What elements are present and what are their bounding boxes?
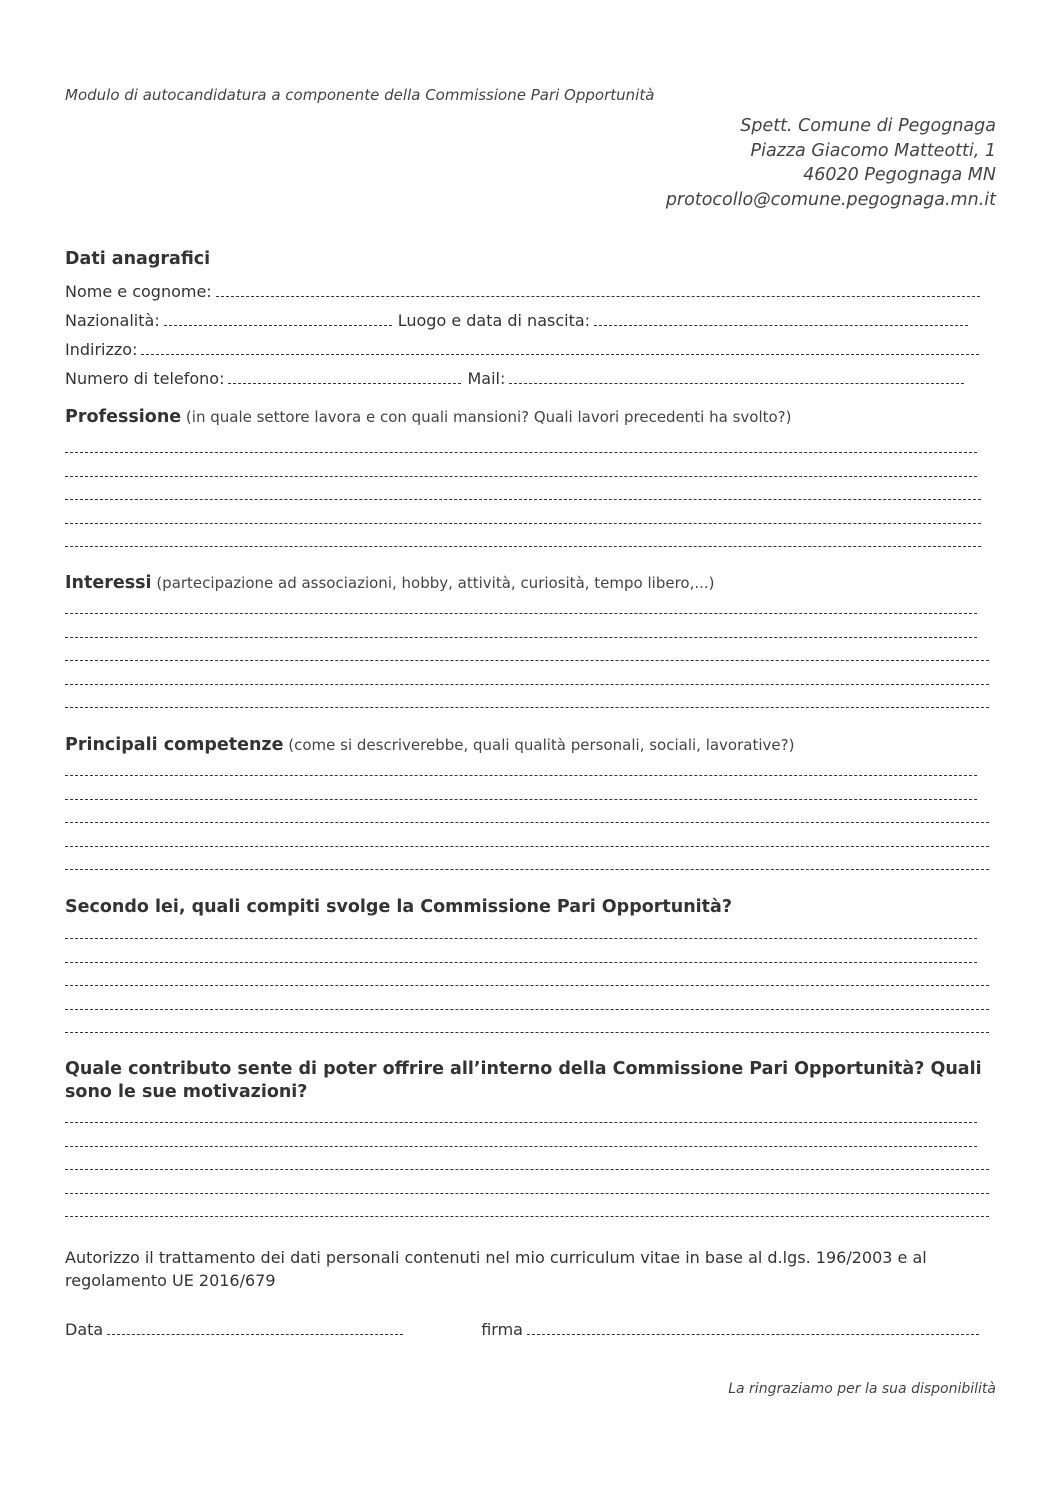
answer-line[interactable]	[65, 775, 977, 776]
answer-line[interactable]	[65, 1169, 989, 1170]
signature-row	[65, 1320, 985, 1339]
interests-heading	[65, 573, 715, 593]
answer-line[interactable]	[65, 869, 989, 870]
section-title: Secondo lei, quali compiti svolge la Commissione Pari Opportunità?	[65, 897, 732, 917]
answer-line[interactable]	[65, 1009, 989, 1010]
thanks-note: La ringraziamo per la sua disponibilità	[728, 1381, 996, 1397]
address-row	[65, 340, 985, 359]
date-label: Data	[65, 1320, 104, 1339]
answer-line[interactable]	[65, 707, 989, 708]
signature-label: firma	[481, 1320, 523, 1339]
name-row	[65, 282, 986, 301]
document-title: Modulo di autocandidatura a componente della Commissione Pari Opportunità	[65, 86, 655, 104]
date-field[interactable]	[107, 1334, 403, 1335]
recipient-line: 46020 Pegognaga MN	[803, 165, 996, 185]
answer-line[interactable]	[65, 476, 977, 477]
answer-line[interactable]	[65, 1032, 989, 1033]
skills-answer-lines[interactable]	[65, 775, 989, 893]
section-title: Principali competenze	[65, 735, 284, 755]
address-label: Indirizzo:	[65, 340, 138, 359]
personal-data-heading: Dati anagrafici	[65, 249, 211, 269]
name-label: Nome e cognome:	[65, 282, 212, 301]
answer-line[interactable]	[65, 822, 989, 823]
answer-line[interactable]	[65, 684, 989, 685]
answer-line[interactable]	[65, 799, 977, 800]
section-hint: (in quale settore lavora e con quali mansioni? Quali lavori precedenti ha svolto?)	[181, 408, 792, 426]
answer-line[interactable]	[65, 523, 981, 524]
recipient-email: protocollo@comune.pegognaga.mn.it	[665, 189, 996, 210]
answer-line[interactable]	[65, 938, 977, 939]
answer-line[interactable]	[65, 1216, 989, 1217]
address-field[interactable]	[141, 354, 979, 355]
answer-line[interactable]	[65, 962, 977, 963]
profession-answer-lines[interactable]	[65, 452, 981, 570]
nationality-label: Nazionalità:	[65, 311, 160, 330]
nationality-field[interactable]	[164, 325, 392, 326]
answer-line[interactable]	[65, 637, 977, 638]
contribution-answer-lines[interactable]	[65, 1122, 989, 1240]
recipient-address	[666, 114, 996, 212]
answer-line[interactable]	[65, 660, 989, 661]
answer-line[interactable]	[65, 613, 977, 614]
recipient-line: Spett. Comune di Pegognaga	[740, 116, 996, 136]
answer-line[interactable]	[65, 546, 981, 547]
tasks-answer-lines[interactable]	[65, 938, 989, 1056]
answer-line[interactable]	[65, 1122, 977, 1123]
answer-line[interactable]	[65, 846, 989, 847]
signature-field[interactable]	[527, 1334, 979, 1335]
answer-line[interactable]	[65, 499, 981, 500]
tasks-heading	[65, 897, 732, 917]
skills-heading	[65, 735, 794, 755]
section-hint: (partecipazione ad associazioni, hobby, attività, curiosità, tempo libero,...)	[151, 574, 715, 592]
privacy-consent: Autorizzo il trattamento dei dati personali contenuti nel mio curriculum vitae in base al d.lgs. 196/2003 e al regolamento UE 2016/679	[65, 1248, 927, 1290]
section-title: Interessi	[65, 573, 152, 593]
mail-field[interactable]	[509, 383, 964, 384]
interests-answer-lines[interactable]	[65, 613, 989, 731]
answer-line[interactable]	[65, 985, 989, 986]
mail-label: Mail:	[467, 369, 506, 388]
contact-row	[65, 369, 970, 388]
name-field[interactable]	[216, 296, 980, 297]
section-hint: (come si descriverebbe, quali qualità personali, sociali, lavorative?)	[283, 736, 795, 754]
answer-line[interactable]	[65, 1146, 977, 1147]
nationality-row	[65, 311, 974, 330]
phone-field[interactable]	[228, 383, 461, 384]
birth-field[interactable]	[594, 325, 968, 326]
section-title: Quale contributo sente di poter offrire all’interno della Commissione Pari Opportunità? Quali sono le sue motivazioni?	[65, 1059, 982, 1102]
answer-line[interactable]	[65, 452, 977, 453]
section-title: Professione	[65, 407, 182, 427]
recipient-line: Piazza Giacomo Matteotti, 1	[750, 140, 996, 161]
answer-line[interactable]	[65, 1193, 989, 1194]
profession-heading	[65, 407, 792, 427]
phone-label: Numero di telefono:	[65, 369, 225, 388]
contribution-heading	[65, 1058, 1000, 1104]
birth-label: Luogo e data di nascita:	[397, 311, 591, 330]
